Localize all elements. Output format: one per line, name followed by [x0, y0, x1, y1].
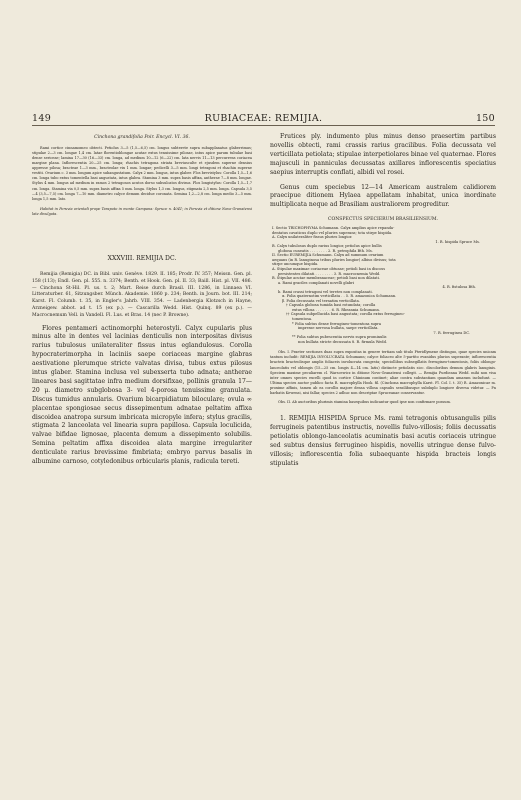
- cinchona-description: Rami cortice cinnamomeo obtecti. Petiolus 3—5 (1,5—6,5) cm. longus subterete supra subapplanatus glaberrimus; stipulae 2—3 cm. longae 1,4 cm. latae florentioblongae acutae extus tenuissime pilosae, intus apice parum tubulae basi dense sericeae; lamina 17—30 (16—33) cm. longa, ad medium 10—12 (6—22) cm. lata nervis 11—13 percurrens coriacea margine plana. Inflorescentia 20—25 cm. longa; rhachis tetragona striata breviusculte et ejusdem superne densius appresse pilosa; bracteae 1—3 mm., bracteolae vix 1 mm. longae; pedicelli 3—5 mm. longi tetragoni et rhachin superne vestiti. Ovarium c. 3 mm. longum apice subangustatum. Calyx 2 mm. longus, intus glaber. Flos brevistylus: Corolla 1,5—1,6 cm. longa tubo extus tomentella basi angustata, intus glabra. Stamina 3 mm. supra basis affixa, antherae 7—8 mm. longae. Stylus 4 mm. longus ad medium in ramos 2 tetragonos acutos dorso subsulcatos divisus. Flos longistylus: Corolla 1,5—1,7 cm. longa. Stamina via 0,5 mm. supra basis affixa 5 mm. longa. Stylus 1,3 cm. longus, stigmata 2,5 mm. longa. Capsula 3,5—4 (3,5—7,5) cm. longa 7—10 mm. diametro calyce demum decidue coronata. Semina 1,2—2,8 cm. longa medio 3—5 mm. longa 1,5 mm. lato.: [32, 145, 252, 201]
- key-line: 4. R. fistulosa Bth.: [442, 285, 476, 290]
- key-line: II. Sectio EUREMIJIA Schumann. Calyx ad summum ovarium: [272, 253, 384, 258]
- right-column: [270, 133, 496, 469]
- left-column: [32, 133, 252, 467]
- species-title: 1. REMIJIA HISPIDA Spruce Ms.: [280, 415, 386, 423]
- key-line: 1. R. hispida Spruce Ms.: [435, 239, 480, 244]
- frutices-paragraph: Frutices ply. indumento plus minus denso praesertim partibus novellis obtecti, rami crassis rarius gracilibus. Folia decussata vel verticillata petiolata; stipulae interpetiolares binae vel quaternae. Flores majusculi in panniculas decussatas axillares inflorescentis speciatius saepius interruptis conflati, albidi vel rosei.: [270, 133, 496, 176]
- key-line: α. Folia quaternotim verticillata . . 5. R. amazonica Schumann.: [282, 294, 397, 299]
- key-line: β. Folia decussata vel ternatim verticillata.: [282, 298, 360, 303]
- key-line: A. Calyx unilateraliter fissus pluries longior.: [272, 235, 353, 240]
- key-line: B. Calyx tubulosus duplo rarius longior, petiolus apice bullis: [272, 244, 382, 249]
- key-line: impresse nervosa bullata, saepe verticillata.: [298, 326, 379, 331]
- key-line: persistentes dilatati . . . . . . . . 3. R. macrocnemia Wedd.: [278, 271, 381, 276]
- genus-title: XXXVIII. REMIJIA DC.: [107, 255, 177, 263]
- running-head: RUBIACEAE: REMIJIA.: [204, 113, 323, 124]
- species-entry: [270, 415, 496, 468]
- conspectus-title: CONSPECTUS SPECIERUM BRASILIENSIUM.: [327, 217, 439, 223]
- key-line: † Capsula globosa tumida basi rotundata; corolla: [286, 303, 376, 308]
- key-line: non bullata stricte decussata 8. R. firmula Wedd.: [298, 339, 388, 344]
- header-rule: [32, 125, 495, 126]
- key-line: b. Rami crassi tetragoni vel teretes non complanati.: [278, 289, 373, 294]
- genus-synonymy: Remijia (Remigia) DC. in Bibl. univ. Genève. 1829. II. 185; Prodr. IV. 357; Meissn. Gen. pl. 158 (113); Endl. Gen. pl. 555. n. 3374; Benth. et Hook. Gen. pl. II. 33; Baill. Hist. pl. VII. 486. — Cinchona St-Hil. Pl. us. t. 2; Mart. Reise durch Brasil. III. 1286, in Linnaea VI. Litteraturber. 61, Sitzungsber. Münch. Akademie. 1860 p. 234; Benth. in Journ. bot. III. 214; Karst. Fl. Columb. t. 35, in Engler's Jahrb. VIII. 354. — Ladenbergia Klotzsch in Hayne, Arzneigew. abbot. ad t. 15 (ex p.). — Cascarilla Wedd. Hist. Quinq. 89 (ex p.). — Macrocnemum Vell. in Vandell. Fl. Lus. et Bras. 14 (nec P. Browne).: [32, 271, 252, 318]
- key-line: 7. R. ferruginea DC.: [433, 330, 470, 335]
- genus-description: Flores pentameri actinomorphi heterostyli. Calyx cupularis plus minus alte in dentes vel lacinias denticulis non interpositas divisus rarius tubulosus unilateraliter fissus intus eglandulosus. Corolla hypocraterimorpha in laciniis saepe coriaceas margine glabras aestivatione plerumque stricte valvatas divisa, tubus extus pilosus intus glaber. Stamina inclusa vel subexserta tubo adnata; antherae lineares basi sagittatae infra medium dorsifixae, pollinis granula 17—20 μ. diametro subglobosa 3- vel 4-porosa tenuissime granulata. Discus tumidus annularis. Ovarium bicarpidiatum biloculare; ovula ∞ placentae spongiosae secus dissepimentum adnatae peltatim affixa discoidea anatropa sursum imbricata micropyle infera; stylus gracilis, stigmata 2 lanceolata vel linearia supra papillosa. Capsula loculicida, valvae bifidae lignosae, placenta demum a dissepimento solubilis. Semina peltatim affixa discoidea alata margine irregulariter denticulate rarius brevissime fimbriata; embryo parvus basalis in albumine carnoso, cotyledonibus orbicularis planis, radicula tereti.: [32, 324, 252, 466]
- page-number-left: 149: [32, 113, 52, 124]
- key-line: aequans (in R. lanuginosa tribus pluries longior) albius divisus; tota: [272, 257, 396, 262]
- observation-1: Obs. I. Praeter sectiones duas supra expositas in genere tertiam sub titulo Pteridlymene distinguo, quae species unicam tantum includit: REMIJIA INVOLUCRATA Schumann; calyce foliaceo alte 5-partito evanidus plurios superante; inflorescentia bracteis bracteolisque amplis foliaceis involucrata cungesta; speciollibus subsegillatis ferrugineo-tomentosis, foliis oblongo-lanceolatis vel oblongis (15—25 cm. longis 4—14 cm. latis) distincte petiolatis sicc. discoloribus demum glabris lanuginis. Speciem maxime peculiarem cl. Warscewicz in ditione Novo-Granatensi collegit. — Remijia Purdieana Wedd. mihi non visa inter omnes species excelli quod in cortice Chininum continet; aliae contra substantiam quandam amaram includunt. — Ultima species auctor publico facta R. macrophylla Hook. fil. (Cinchona macrophylla Karst. Fl. Col. I. t. 35) R. Amazonicae m. proxime affinis, tamen ab ea corollis majore densa villosa capsulis sessilibusque subduplo longiore diversa videtur. — Pn barbatis Kewensi, nisi fallar, species 2 adhuc non descriptae Spruceanae conservantur.: [270, 350, 496, 396]
- key-line: * Folia subtus dense ferrugineo-tomentosa supra: [292, 321, 382, 326]
- page-number-right: 150: [475, 113, 495, 124]
- cinchona-title: Cinchona grandifolia Poir. Encycl. VI. 36.: [94, 135, 190, 140]
- observation-2: Obs. II. Ab auctoribus plurimis stamina basequibus indicantur quod ipse non confirmare possum.: [278, 400, 451, 405]
- habitat-note: Habitat in Peruvia orientali prope Tarapoto in monte Campana: Spruce n. 4041; in Peruvia et ditione Novo-Granatensi late divulgata.: [32, 206, 252, 216]
- key-line: B. Stipulae acutae membranaceae; petioli basi non dilatati.: [272, 276, 381, 281]
- genus-note: Genus cum speciebus 12—14 Americam australem calidiorem praecipue ditionem Hylaea appellatam inhabitat, unica inordinate multiplicata neque ad Brasiliam australiorem progreditur.: [270, 183, 496, 209]
- key-line: stirpe uncumque hispida.: [272, 262, 319, 267]
- key-line: A. Stipulae maximae coriaceae obtusae; petioli basi in discoss: [272, 266, 386, 271]
- key-line: a. Rami graciles complanati novelli glabri: [278, 280, 354, 285]
- key-line: ** Folia subtus pubescentia nervis supra prominulis: [292, 335, 387, 340]
- key-line: extus villosa . . . . . . . 6. R. Rheannia Schumann.: [292, 307, 381, 312]
- key-line: tomentosa.: [292, 316, 313, 321]
- key-line: dentatus cavaticus duplo vel pluries superans; tota stirpe hispida.: [272, 230, 393, 235]
- species-description: rami tetragonis obtusangulis pilis ferrugineis patentibus instructis, novellis fulvo-villosis; foliis decussatis petiolatis oblongo-lanceolatis acuminatis basi acutis coriaceis utringue sed subtus densius ferrugineo hispidis, novellis utringue dense fulvo-villosis; inflorescentia folia subaequante hispida bracteis longis stipulatis: [270, 415, 497, 467]
- key-line: I. Sectio TRICHOPHYMA Schumann. Calyx amplius apice repanda-: [272, 226, 395, 231]
- key-line: †† Capsula subpellucida basi angustata; corolla extus ferrugineo-: [286, 312, 405, 317]
- key-line: globosa cuneatis . . . . . . . . 2. R. petrophila Bth. Ms.: [278, 248, 373, 253]
- species-key: [270, 226, 496, 344]
